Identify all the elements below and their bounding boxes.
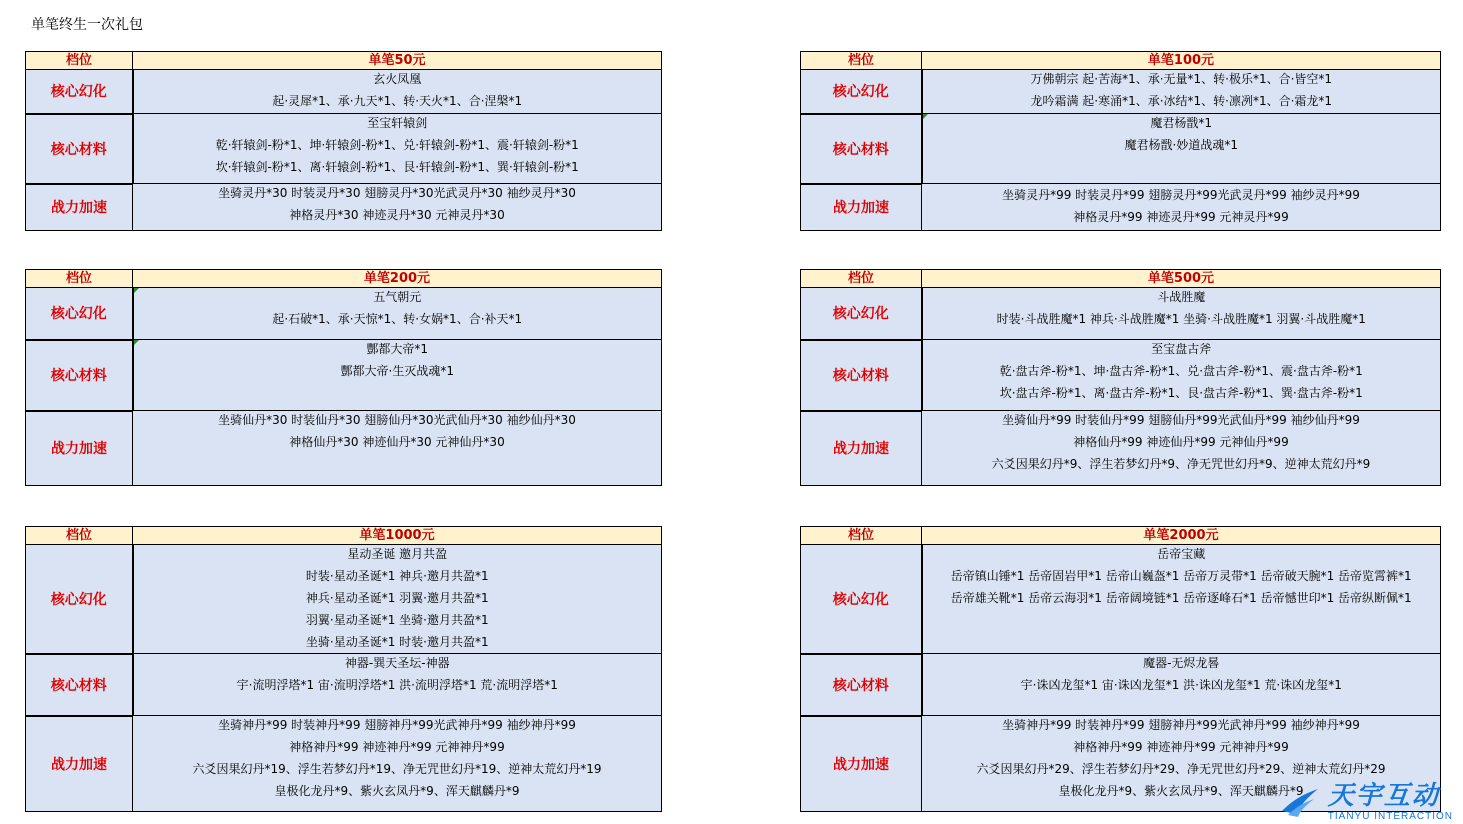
boost-line: 坐骑灵丹*30 时装灵丹*30 翅膀灵丹*30光武灵丹*30 袖纱灵丹*30 [218, 186, 576, 200]
row-core-skin [801, 545, 1441, 654]
material-content [133, 654, 662, 716]
tier-header-row [801, 270, 1441, 288]
boost-line: 神格神丹*99 神迹神丹*99 元神神丹*99 [289, 740, 505, 754]
tier-title: 单笔500元 [922, 270, 1441, 288]
boost-line: 坐骑仙丹*99 时装仙丹*99 翅膀仙丹*99光武仙丹*99 袖纱仙丹*99 [1002, 413, 1360, 427]
skin-line: 斗战胜魔 [1157, 290, 1206, 304]
skin-line: 神兵·星动圣诞*1 羽翼·邀月共盈*1 [305, 591, 489, 605]
row-label-boost: 战力加速 [26, 411, 133, 486]
row-label-skin: 核心幻化 [26, 545, 133, 654]
skin-line: 起·石破*1、承·天惊*1、转·女娲*1、合·补天*1 [272, 312, 523, 326]
material-line: 乾·轩辕剑-粉*1、坤·轩辕剑-粉*1、兑·轩辕剑-粉*1、震·轩辕剑-粉*1 [215, 138, 579, 152]
boost-line: 皇极化龙丹*9、紫火玄凤丹*9、浑天麒麟丹*9 [1058, 784, 1304, 798]
skin-line: 岳帝宝藏 [1157, 547, 1206, 561]
boost-line: 神格仙丹*99 神迹仙丹*99 元神仙丹*99 [1073, 435, 1289, 449]
row-power-boost [801, 184, 1441, 231]
watermark-name-cn: 天宇互动 [1327, 781, 1440, 811]
row-core-skin [801, 288, 1441, 340]
boost-line: 皇极化龙丹*9、紫火玄凤丹*9、浑天麒麟丹*9 [274, 784, 520, 798]
column-header-label: 档位 [26, 527, 133, 545]
boost-line: 神格灵丹*30 神迹灵丹*30 元神灵丹*30 [289, 208, 505, 222]
column-header-label: 档位 [801, 270, 922, 288]
material-line: 酆都大帝*1 [366, 342, 429, 356]
row-label-skin: 核心幻化 [801, 545, 922, 654]
skin-content [133, 288, 662, 340]
row-power-boost [801, 411, 1441, 486]
material-content [133, 340, 662, 411]
row-core-skin [26, 70, 662, 114]
material-line: 魔器-无烬龙晷 [1143, 656, 1220, 670]
row-power-boost [26, 184, 662, 231]
row-label-skin: 核心幻化 [801, 288, 922, 340]
column-header-label: 档位 [801, 527, 922, 545]
tier-title: 单笔100元 [922, 52, 1441, 70]
boost-content [133, 411, 662, 486]
material-line: 神器-巽天圣坛-神器 [344, 656, 450, 670]
material-content [922, 654, 1441, 716]
tier-table-2000 [800, 526, 1441, 812]
row-label-skin: 核心幻化 [26, 288, 133, 340]
boost-line: 六爻因果幻丹*9、浮生若梦幻丹*9、净无咒世幻丹*9、逆神太荒幻丹*9 [991, 457, 1371, 471]
boost-content [133, 184, 662, 231]
boost-content [922, 411, 1441, 486]
skin-line: 羽翼·星动圣诞*1 坐骑·邀月共盈*1 [305, 613, 489, 627]
brand-watermark [1278, 781, 1453, 822]
column-header-label: 档位 [26, 52, 133, 70]
skin-line: 龙吟霜满 起·寒涌*1、承·冰结*1、转·凛冽*1、合·霜龙*1 [1030, 94, 1333, 108]
tier-header-row [801, 527, 1441, 545]
boost-line: 坐骑神丹*99 时装神丹*99 翅膀神丹*99光武神丹*99 袖纱神丹*99 [1002, 718, 1360, 732]
boost-line: 坐骑神丹*99 时装神丹*99 翅膀神丹*99光武神丹*99 袖纱神丹*99 [218, 718, 576, 732]
row-label-material: 核心材料 [801, 114, 922, 184]
tier-title: 单笔50元 [133, 52, 662, 70]
row-label-skin: 核心幻化 [801, 70, 922, 114]
row-core-material [801, 654, 1441, 716]
tier-header-row [26, 270, 662, 288]
skin-content [133, 70, 662, 114]
tier-table-1000 [25, 526, 662, 812]
material-line: 至宝轩辕剑 [367, 116, 428, 130]
skin-content [922, 288, 1441, 340]
skin-line: 五气朝元 [373, 290, 422, 304]
boost-line: 六爻因果幻丹*29、浮生若梦幻丹*29、净无咒世幻丹*29、逆神太荒幻丹*29 [976, 762, 1386, 776]
row-core-material [26, 654, 662, 716]
tier-table-100 [800, 51, 1441, 231]
tier-header-row [801, 52, 1441, 70]
skin-line: 时装·斗战胜魔*1 神兵·斗战胜魔*1 坐骑·斗战胜魔*1 羽翼·斗战胜魔*1 [996, 312, 1366, 326]
material-line: 乾·盘古斧-粉*1、坤·盘古斧-粉*1、兑·盘古斧-粉*1、震·盘古斧-粉*1 [999, 364, 1363, 378]
tier-header-row [26, 52, 662, 70]
material-line: 魔君杨戬·妙道战魂*1 [1124, 138, 1238, 152]
tier-header-row [26, 527, 662, 545]
skin-line: 星动圣诞 邀月共盈 [347, 547, 448, 561]
row-label-boost: 战力加速 [801, 411, 922, 486]
skin-line: 岳帝镇山锤*1 岳帝固岩甲*1 岳帝山巍盔*1 岳帝万灵带*1 岳帝破天腕*1 岳帝览霄裤*1 [950, 569, 1412, 583]
row-label-material: 核心材料 [801, 340, 922, 411]
skin-line: 万佛朝宗 起·苦海*1、承·无量*1、转·极乐*1、合·皆空*1 [1030, 72, 1333, 86]
skin-content [922, 545, 1441, 654]
material-line: 至宝盘古斧 [1151, 342, 1212, 356]
tier-table-200 [25, 269, 662, 486]
row-core-skin [26, 288, 662, 340]
row-core-material [26, 340, 662, 411]
column-header-label: 档位 [801, 52, 922, 70]
skin-line: 坐骑·星动圣诞*1 时装·邀月共盈*1 [305, 635, 489, 649]
material-line: 酆都大帝·生灭战魂*1 [340, 364, 454, 378]
boost-content [133, 716, 662, 812]
swoosh-logo-icon [1278, 785, 1322, 819]
row-label-material: 核心材料 [26, 654, 133, 716]
tier-title: 单笔1000元 [133, 527, 662, 545]
row-label-skin: 核心幻化 [26, 70, 133, 114]
row-label-boost: 战力加速 [26, 716, 133, 812]
boost-line: 坐骑灵丹*99 时装灵丹*99 翅膀灵丹*99光武灵丹*99 袖纱灵丹*99 [1002, 188, 1360, 202]
material-line: 坎·盘古斧-粉*1、离·盘古斧-粉*1、艮·盘古斧-粉*1、巽·盘古斧-粉*1 [999, 386, 1363, 400]
tier-title: 单笔200元 [133, 270, 662, 288]
skin-line: 岳帝雄关靴*1 岳帝云海羽*1 岳帝阔境链*1 岳帝逐峰石*1 岳帝憾世印*1 岳帝纵断佩*1 [950, 591, 1412, 605]
row-label-boost: 战力加速 [801, 716, 922, 812]
boost-line: 六爻因果幻丹*19、浮生若梦幻丹*19、净无咒世幻丹*19、逆神太荒幻丹*19 [192, 762, 602, 776]
boost-line: 神格仙丹*30 神迹仙丹*30 元神仙丹*30 [289, 435, 505, 449]
page-title: 单笔终生一次礼包 [31, 17, 143, 33]
row-core-skin [26, 545, 662, 654]
skin-line: 时装·星动圣诞*1 神兵·邀月共盈*1 [305, 569, 489, 583]
row-core-material [26, 114, 662, 184]
boost-line: 坐骑仙丹*30 时装仙丹*30 翅膀仙丹*30光武仙丹*30 袖纱仙丹*30 [218, 413, 576, 427]
boost-line: 神格灵丹*99 神迹灵丹*99 元神灵丹*99 [1073, 210, 1289, 224]
column-header-label: 档位 [26, 270, 133, 288]
material-line: 坎·轩辕剑-粉*1、离·轩辕剑-粉*1、艮·轩辕剑-粉*1、巽·轩辕剑-粉*1 [215, 160, 579, 174]
skin-line: 起·灵犀*1、承·九天*1、转·天火*1、合·涅槃*1 [272, 94, 523, 108]
boost-line: 神格神丹*99 神迹神丹*99 元神神丹*99 [1073, 740, 1289, 754]
row-core-material [801, 114, 1441, 184]
skin-line: 玄火凤凰 [373, 72, 422, 86]
row-label-material: 核心材料 [801, 654, 922, 716]
row-label-material: 核心材料 [26, 114, 133, 184]
row-power-boost [26, 411, 662, 486]
row-label-boost: 战力加速 [801, 184, 922, 231]
material-content [133, 114, 662, 184]
row-power-boost [26, 716, 662, 812]
boost-content [922, 184, 1441, 231]
material-line: 魔君杨戬*1 [1150, 116, 1213, 130]
tier-title: 单笔2000元 [922, 527, 1441, 545]
row-core-material [801, 340, 1441, 411]
material-line: 宇·流明浮塔*1 宙·流明浮塔*1 洪·流明浮塔*1 荒·流明浮塔*1 [236, 678, 558, 692]
skin-content [922, 70, 1441, 114]
skin-content [133, 545, 662, 654]
tier-table-500 [800, 269, 1441, 486]
watermark-name-en: TIANYU INTERACTION [1327, 811, 1453, 822]
tier-table-50 [25, 51, 662, 231]
row-core-skin [801, 70, 1441, 114]
material-content [922, 340, 1441, 411]
row-label-material: 核心材料 [26, 340, 133, 411]
row-label-boost: 战力加速 [26, 184, 133, 231]
material-line: 宇·诛凶龙玺*1 宙·诛凶龙玺*1 洪·诛凶龙玺*1 荒·诛凶龙玺*1 [1020, 678, 1342, 692]
material-content [922, 114, 1441, 184]
